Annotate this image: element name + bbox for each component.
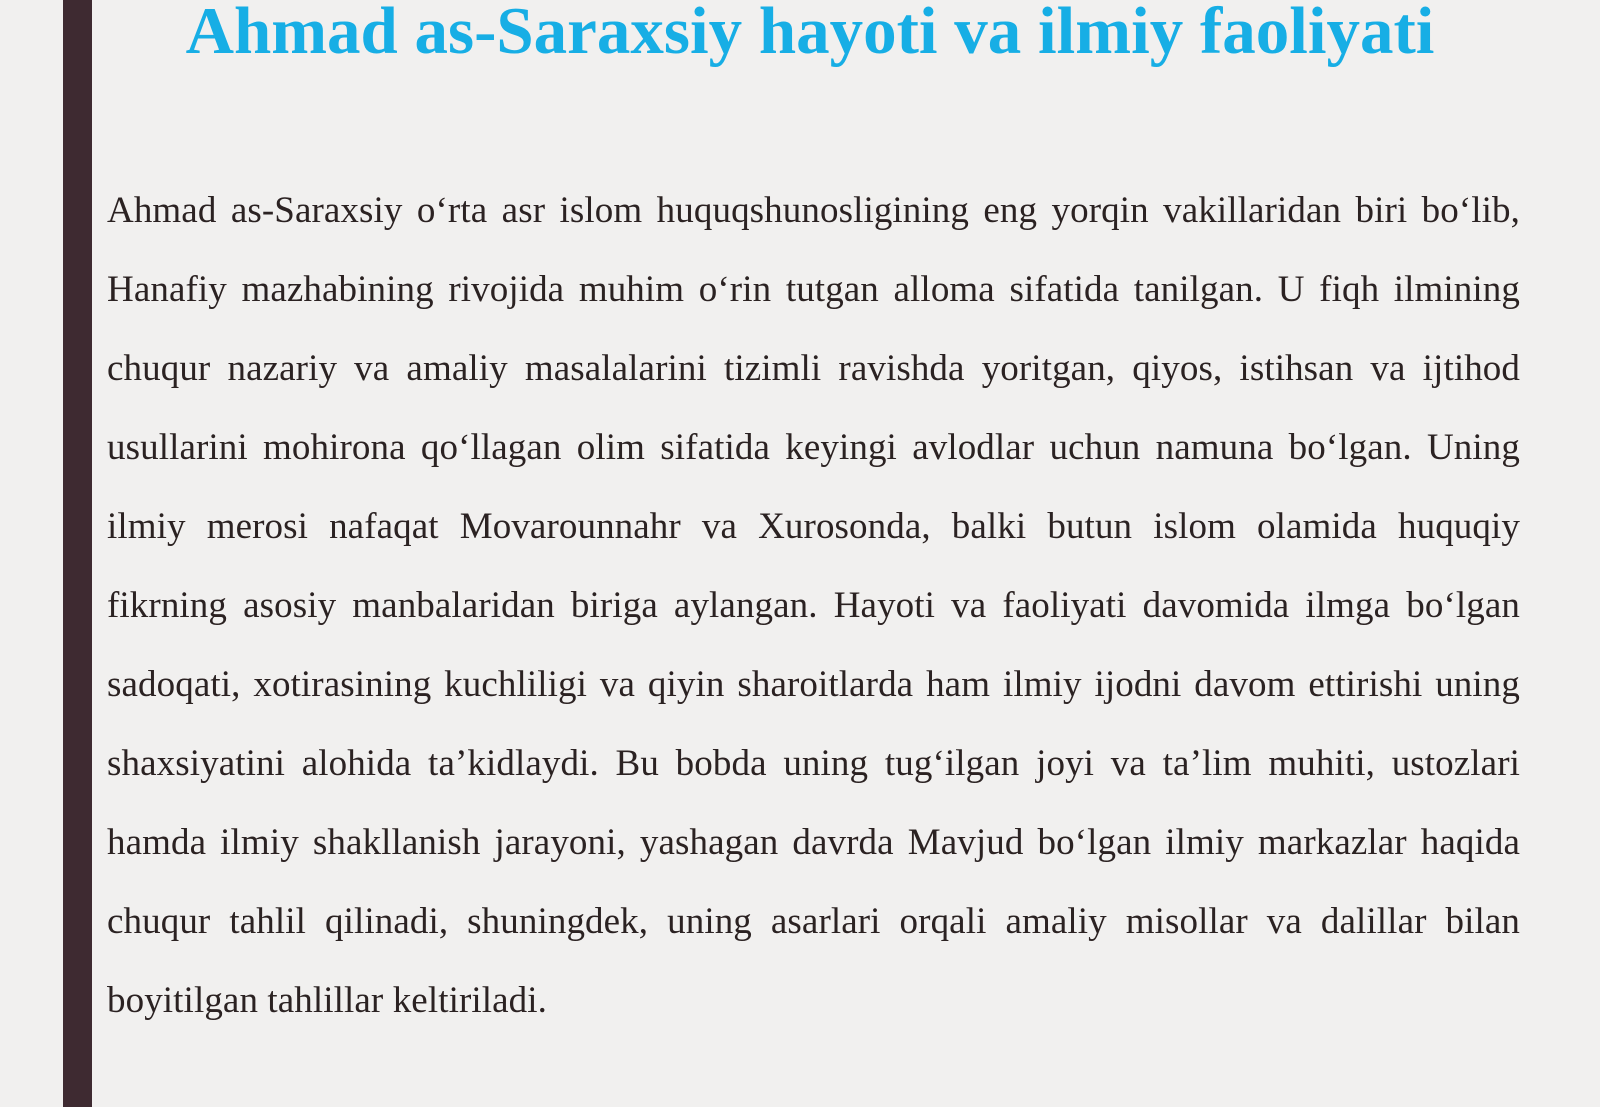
left-accent-bar (63, 0, 92, 1107)
body-paragraph: Ahmad as-Saraxsiy o‘rta asr islom huquqshunosligining eng yorqin vakillaridan biri bo‘lib, Hanafiy mazhabining rivojida muhim o‘rin tutgan alloma sifatida tanilgan. U fiqh ilmining chuqur nazariy va amaliy masalalarini tizimli ravishda yoritgan, qiyos, istihsan va ijtihod usullarini mohirona qo‘llagan olim sifatida keyingi avlodlar uchun namuna bo‘lgan. Uning ilmiy merosi nafaqat Movarounnahr va Xurosonda, balki butun islom olamida huquqiy fikrning asosiy manbalaridan biriga aylangan. Hayoti va faoliyati davomida ilmga bo‘lgan sadoqati, xotirasining kuchliligi va qiyin sharoitlarda ham ilmiy ijodni davom ettirishi uning shaxsiyatini alohida ta’kidlaydi. Bu bobda uning tug‘ilgan joyi va ta’lim muhiti, ustozlari hamda ilmiy shakllanish jarayoni, yashagan davrda Mavjud bo‘lgan ilmiy markazlar haqida chuqur tahlil qilinadi, shuningdek, uning asarlari orqali amaliy misollar va dalillar bilan boyitilgan tahlillar keltiriladi. (107, 190, 1520, 1021)
page-title: Ahmad as-Saraxsiy hayoti va ilmiy faoliyati (185, 0, 1435, 68)
